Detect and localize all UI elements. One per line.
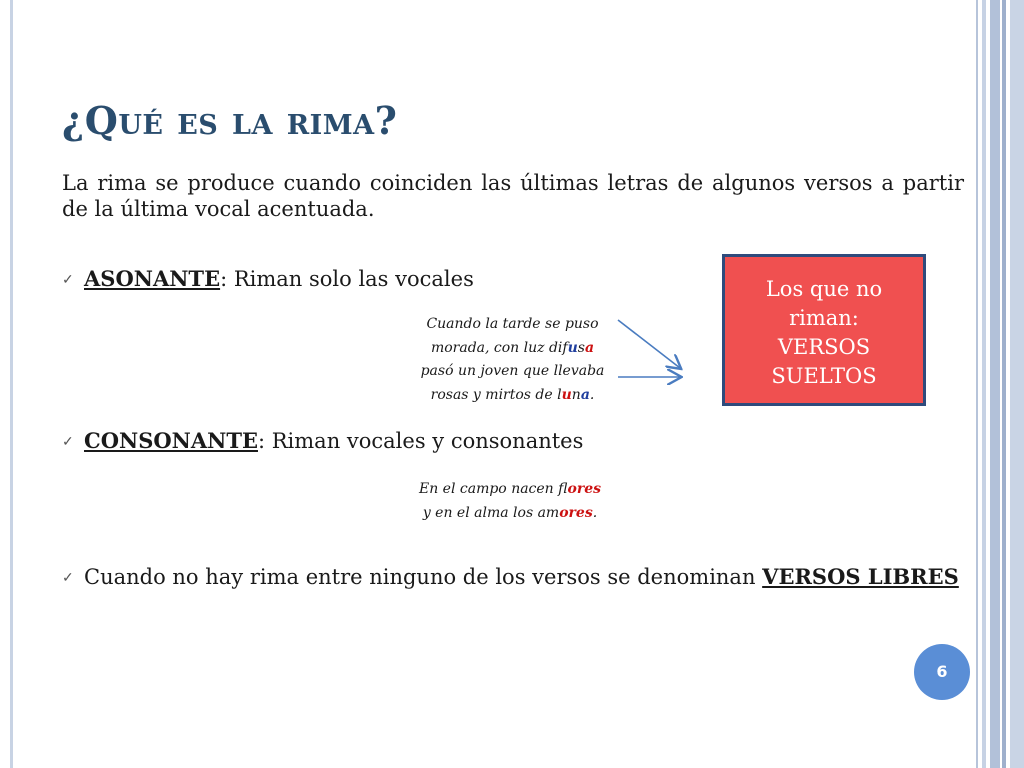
libres-text: Cuando no hay rima entre ninguno de los versos se denominan	[84, 565, 763, 589]
poem-line: En el campo nacen flores	[418, 481, 601, 497]
poem-line: Cuando la tarde se puso	[426, 316, 599, 332]
asonante-desc: : Riman solo las vocales	[220, 267, 474, 291]
bullet-versos-libres	[62, 564, 964, 591]
consonante-poem	[395, 478, 625, 525]
page-number-badge: 6	[914, 644, 970, 700]
arrow-icons	[610, 312, 690, 392]
slide-title: ¿Qué es la rima?	[62, 98, 398, 143]
consonante-term: CONSONANTE	[84, 428, 258, 453]
right-decorative-bars	[976, 0, 1024, 768]
asonante-poem	[400, 313, 625, 407]
intro-paragraph: La rima se produce cuando coinciden las últimas letras de algunos versos a partir de la última vocal acentuada.	[62, 171, 964, 221]
checkmark-icon: ✓	[62, 434, 74, 450]
libres-term: VERSOS LIBRES	[762, 564, 959, 589]
consonante-desc: : Riman vocales y consonantes	[257, 429, 584, 453]
bullet-consonante	[62, 428, 964, 455]
checkmark-icon: ✓	[62, 570, 74, 586]
poem-line: y en el alma los amores.	[422, 504, 598, 521]
poem-line: pasó un joven que llevaba	[420, 363, 605, 379]
asonante-term: ASONANTE	[84, 266, 221, 291]
versos-sueltos-callout: Los que no riman: VERSOS SUELTOS	[722, 254, 926, 406]
poem-line: rosas y mirtos de luna.	[430, 386, 595, 403]
poem-line: morada, con luz difusa	[430, 339, 595, 356]
left-border-line	[10, 0, 13, 768]
checkmark-icon: ✓	[62, 272, 74, 288]
